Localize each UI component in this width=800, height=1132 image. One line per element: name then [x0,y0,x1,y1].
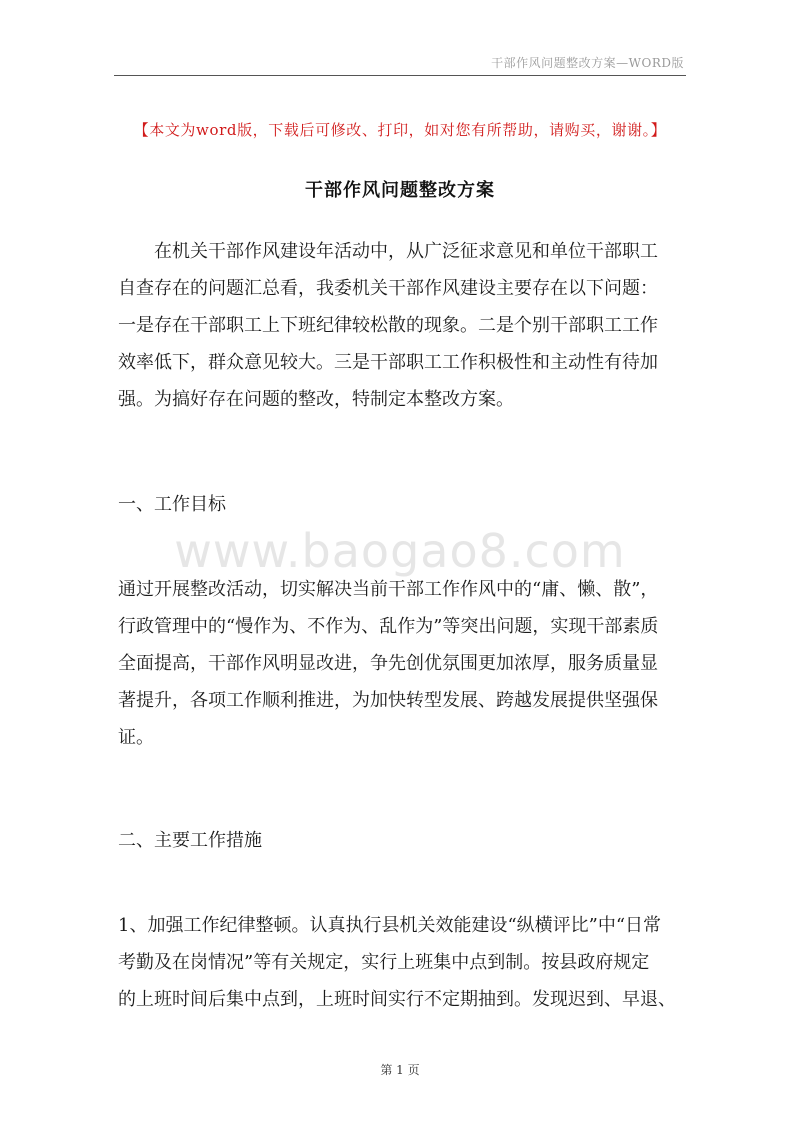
goals-line: 证。 [118,727,154,748]
goals-paragraph [118,571,684,756]
goals-line: 全面提高，干部作风明显改进，争先创优氛围更加浓厚，服务质量显 [118,653,658,674]
goals-line: 通过开展整改活动，切实解决当前干部工作作风中的“庸、懒、散”， [118,579,659,600]
goals-line: 行政管理中的“慢作为、不作为、乱作为”等突出问题，实现干部素质 [118,616,659,637]
intro-line: 在机关干部作风建设年活动中，从广泛征求意见和单位干部职工 [118,241,658,262]
header-divider [114,75,686,76]
intro-line: 一是存在干部职工上下班纪律较松散的现象。二是个别干部职工工作 [118,315,658,336]
intro-paragraph [118,233,684,418]
download-notice: 【本文为word版，下载后可修改、打印，如对您有所帮助，请购买，谢谢。】 [133,121,667,139]
measures-paragraph [118,907,684,1018]
document-title: 干部作风问题整改方案 [305,180,495,201]
intro-line: 自查存在的问题汇总看，我委机关干部作风建设主要存在以下问题： [118,278,658,299]
section-heading-goals: 一、工作目标 [118,494,226,515]
goals-line: 著提升，各项工作顺利推进，为加快转型发展、跨越发展提供坚强保 [118,690,658,711]
measures-line: 的上班时间后集中点到，上班时间实行不定期抽到。发现迟到、早退、 [118,989,676,1010]
watermark: www.baogao8.com [174,524,626,578]
measures-line: 1、加强工作纪律整顿。认真执行县机关效能建设“纵横评比”中“日常 [118,915,662,936]
page-number: 第 1 页 [380,1063,420,1077]
intro-line: 效率低下，群众意见较大。三是干部职工工作积极性和主动性有待加 [118,352,658,373]
measures-line: 考勤及在岗情况”等有关规定，实行上班集中点到制。按县政府规定 [118,952,650,973]
section-heading-measures: 二、主要工作措施 [118,830,262,851]
intro-line: 强。为搞好存在问题的整改，特制定本整改方案。 [118,389,514,410]
page-header-title: 干部作风问题整改方案—WORD版 [491,56,684,70]
